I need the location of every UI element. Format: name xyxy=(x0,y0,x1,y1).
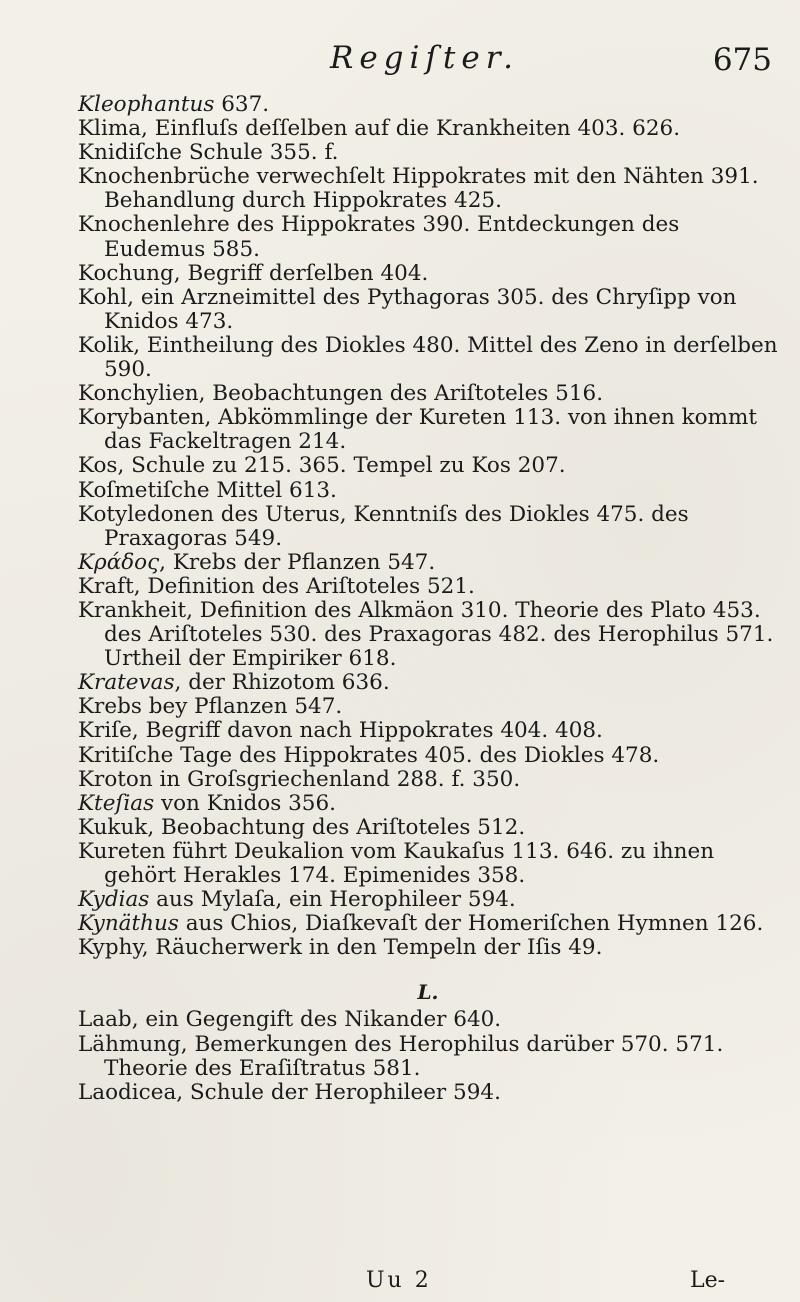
index-entry xyxy=(78,816,778,840)
index-entry xyxy=(78,406,778,454)
entry-term: Korybanten xyxy=(78,405,205,431)
index-entry xyxy=(78,382,778,406)
index-entry xyxy=(78,912,778,936)
entry-term: Laodicea xyxy=(78,1079,177,1105)
entry-term: Kos xyxy=(78,453,118,479)
entry-term: Kratevas xyxy=(78,670,175,696)
entry-text: aus Chios, Diaſkevaſt der Homeriſchen Hymnen 126. xyxy=(178,911,764,937)
index-entry xyxy=(78,1081,778,1105)
entry-text: 613. xyxy=(282,477,337,503)
index-entry xyxy=(78,551,778,575)
entry-term: Knidiſche Schule xyxy=(78,140,263,166)
entry-text: , Schule der Herophileer 594. xyxy=(176,1079,501,1105)
entry-text: , Begriff derſelben 404. xyxy=(173,260,429,286)
running-title: Regiſter. xyxy=(330,40,519,76)
entry-text: , Beobachtungen des Ariſtoteles 516. xyxy=(198,381,604,407)
index-entry xyxy=(78,479,778,503)
index-entry xyxy=(78,454,778,478)
index-entry xyxy=(78,93,778,117)
entry-term: Koſmetiſche Mittel xyxy=(78,477,283,503)
entry-text: , Abkömmlinge der Kureten 113. von ihnen kommt das Fackeltragen 214. xyxy=(104,405,758,455)
index-entry xyxy=(78,888,778,912)
entry-text: , Definition des Ariſtoteles 521. xyxy=(133,573,475,599)
entry-term: Konchylien xyxy=(78,381,199,407)
index-entry xyxy=(78,671,778,695)
index-entry xyxy=(78,165,778,213)
index-entry xyxy=(78,936,778,960)
entry-term: Κράδος xyxy=(78,549,160,575)
entry-text: in Groſsgriechenland 288. f. 350. xyxy=(152,766,521,792)
entry-term: Kotyledonen xyxy=(78,501,214,527)
section-letter: L. xyxy=(417,980,439,1005)
entry-term: Klima xyxy=(78,116,142,142)
k-section xyxy=(78,93,778,960)
entry-text: aus Mylaſa, ein Herophileer 594. xyxy=(149,887,516,913)
entry-text: bey Pflanzen 547. xyxy=(141,694,343,720)
page-footer xyxy=(0,1268,800,1298)
entry-term: Kureten xyxy=(78,838,166,864)
entry-term: Kroton xyxy=(78,766,153,792)
entry-text: , Bemerkungen des Herophilus darüber 570. 571. Theorie des Eraſiſtratus 581. xyxy=(104,1031,724,1081)
entry-text: verwechſelt Hippokrates mit den Nähten 391. Behandlung durch Hippokrates 425. xyxy=(104,164,759,214)
index-entry xyxy=(78,334,778,382)
entry-term: Kukuk xyxy=(78,814,148,840)
catchword: Le- xyxy=(690,1268,726,1293)
index-entry xyxy=(78,599,778,671)
entry-term: Krebs xyxy=(78,694,142,720)
entry-text: führt Deukalion vom Kaukaſus 113. 646. zu ihnen gehört Herakles 174. Epimenides 358. xyxy=(104,838,715,888)
entry-term: Kynäthus xyxy=(78,911,179,937)
entry-term: Laab xyxy=(78,1007,132,1033)
index-entry xyxy=(78,213,778,261)
entry-text: des Hippokrates 390. Entdeckungen des Eudemus 585. xyxy=(104,212,680,262)
index-entry xyxy=(78,840,778,888)
entry-text: , Definition des Alkmäon 310. Theorie des Plato 453. des Ariſtoteles 530. des Praxagoras 482. des Herophilus 571. Urtheil der Empiriker 618. xyxy=(104,597,774,672)
index-list xyxy=(78,93,778,1105)
index-entry xyxy=(78,695,778,719)
page-number: 675 xyxy=(712,42,772,78)
entry-term: Kteſias xyxy=(78,790,155,816)
entry-term: Krankheit xyxy=(78,597,187,623)
entry-term: Kritiſche Tage xyxy=(78,742,233,768)
index-entry xyxy=(78,262,778,286)
entry-text: , der Rhizotom 636. xyxy=(174,670,390,696)
l-section xyxy=(78,1008,778,1104)
entry-term: Kochung xyxy=(78,260,174,286)
index-entry xyxy=(78,768,778,792)
entry-text: 355. f. xyxy=(262,140,339,166)
entry-term: Knochenlehre xyxy=(78,212,230,238)
entry-term: Kraft xyxy=(78,573,134,599)
signature-mark: Uu 2 xyxy=(366,1268,432,1293)
index-entry xyxy=(78,575,778,599)
entry-term: Kleophantus xyxy=(78,92,215,117)
index-entry xyxy=(78,141,778,165)
entry-text: , ein Arzneimittel des Pythagoras 305. des Chryſipp von Knidos 473. xyxy=(104,284,737,334)
entry-text: , Beobachtung des Ariſtoteles 512. xyxy=(147,814,526,840)
index-entry xyxy=(78,503,778,551)
entry-term: Kyphy xyxy=(78,935,142,961)
entry-text: des Uterus, Kenntniſs des Diokles 475. des Praxagoras 549. xyxy=(104,501,689,551)
index-entry xyxy=(78,744,778,768)
index-entry xyxy=(78,117,778,141)
entry-text: von Knidos 356. xyxy=(154,790,336,816)
entry-text: , Krebs der Pflanzen 547. xyxy=(159,549,436,575)
page-header xyxy=(0,40,800,80)
entry-term: Kriſe xyxy=(78,718,132,744)
entry-term: Kohl xyxy=(78,284,128,310)
entry-term: Knochenbrüche xyxy=(78,164,250,190)
entry-text: , ein Gegengift des Nikander 640. xyxy=(131,1007,502,1033)
entry-text: des Hippokrates 405. des Diokles 478. xyxy=(232,742,660,768)
index-entry xyxy=(78,719,778,743)
index-entry xyxy=(78,286,778,334)
entry-text: , Einfluſs deſſelben auf die Krankheiten 403. 626. xyxy=(141,116,681,142)
entry-term: Kolik xyxy=(78,332,134,358)
entry-text: , Räucherwerk in den Tempeln der Iſis 49. xyxy=(141,935,603,961)
index-entry xyxy=(78,1008,778,1032)
entry-text: , Schule zu 215. 365. Tempel zu Kos 207. xyxy=(117,453,566,479)
entry-text: 637. xyxy=(214,92,270,117)
index-entry xyxy=(78,1033,778,1081)
entry-term: Lähmung xyxy=(78,1031,181,1057)
entry-text: , Eintheilung des Diokles 480. Mittel des Zeno in derſelben 590. xyxy=(104,332,778,383)
entry-text: , Begriff davon nach Hippokrates 404. 408. xyxy=(131,718,603,744)
entry-term: Kydias xyxy=(78,887,150,913)
index-entry xyxy=(78,792,778,816)
